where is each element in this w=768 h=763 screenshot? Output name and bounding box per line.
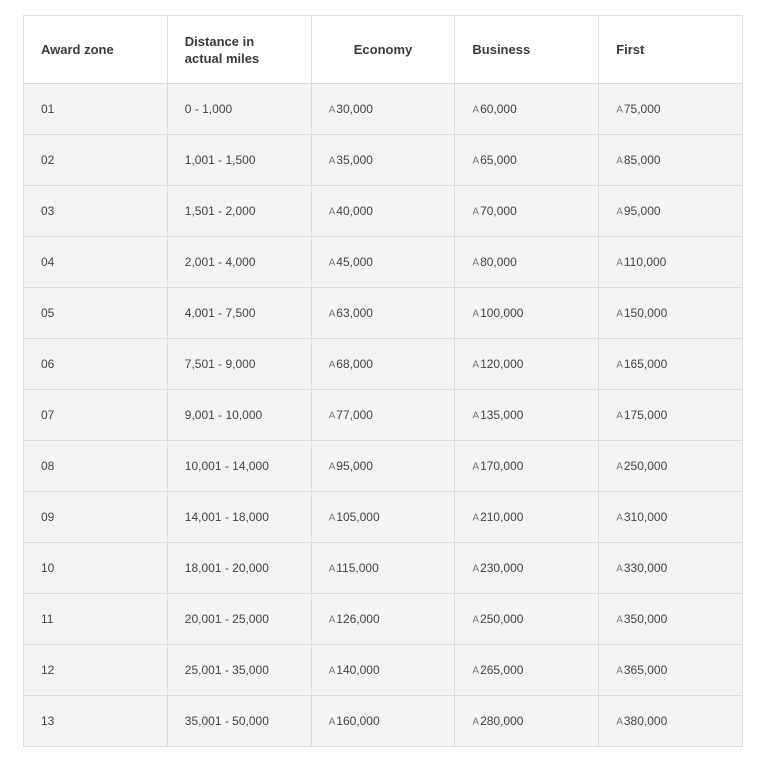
- cell-economy: [311, 288, 455, 339]
- cell-award-zone: 04: [24, 237, 168, 288]
- cell-business: [455, 288, 599, 339]
- avios-icon: A: [616, 206, 623, 218]
- cell-business-value: 265,000: [480, 663, 524, 677]
- cell-distance: 10,001 - 14,000: [167, 441, 311, 492]
- cell-business: [455, 492, 599, 543]
- avios-icon: A: [472, 359, 480, 371]
- cell-economy: [311, 186, 455, 237]
- cell-economy: [311, 543, 455, 594]
- avios-icon: A: [328, 614, 336, 626]
- avios-icon: A: [328, 206, 336, 218]
- cell-distance: 20,001 - 25,000: [167, 594, 311, 645]
- cell-first-value: 165,000: [623, 357, 668, 371]
- cell-business-value: 70,000: [480, 204, 517, 218]
- avios-icon: A: [616, 257, 623, 269]
- header-award-zone: Award zone: [24, 16, 168, 84]
- cell-business-value: 170,000: [480, 459, 524, 473]
- cell-business: [455, 237, 599, 288]
- cell-first: [599, 645, 743, 696]
- cell-first: [599, 696, 743, 747]
- header-distance-label: Distance in actual miles: [184, 33, 260, 66]
- cell-business-value: 135,000: [480, 408, 524, 422]
- avios-icon: A: [472, 716, 480, 728]
- cell-economy: [311, 237, 455, 288]
- cell-first-value: 75,000: [623, 102, 661, 116]
- cell-economy: [311, 84, 455, 135]
- table-row: [24, 543, 743, 594]
- avios-icon: A: [472, 665, 480, 677]
- cell-business: [455, 84, 599, 135]
- cell-award-zone: 03: [24, 186, 168, 237]
- cell-business-value: 280,000: [480, 714, 524, 728]
- cell-first-value: 330,000: [623, 561, 668, 575]
- avios-icon: A: [472, 104, 480, 116]
- cell-first-value: 110,000: [623, 255, 667, 269]
- cell-first-value: 95,000: [623, 204, 661, 218]
- avios-icon: A: [328, 461, 336, 473]
- cell-economy: [311, 645, 455, 696]
- cell-distance: 9,001 - 10,000: [167, 390, 311, 441]
- avios-icon: A: [616, 614, 623, 626]
- cell-award-zone: 09: [24, 492, 168, 543]
- cell-distance: 1,001 - 1,500: [167, 135, 311, 186]
- cell-award-zone: 06: [24, 339, 168, 390]
- cell-first-value: 380,000: [623, 714, 668, 728]
- avios-icon: A: [616, 104, 623, 116]
- cell-first: [599, 84, 743, 135]
- cell-economy: [311, 594, 455, 645]
- cell-distance: 7,501 - 9,000: [167, 339, 311, 390]
- avios-icon: A: [328, 155, 336, 167]
- cell-business: [455, 594, 599, 645]
- avios-icon: A: [472, 410, 480, 422]
- cell-business-value: 120,000: [480, 357, 524, 371]
- cell-economy: [311, 390, 455, 441]
- cell-business: [455, 543, 599, 594]
- cell-economy-value: 115,000: [336, 561, 379, 575]
- award-chart-table: [23, 15, 743, 747]
- cell-award-zone: 01: [24, 84, 168, 135]
- cell-business-value: 80,000: [480, 255, 517, 269]
- cell-economy: [311, 492, 455, 543]
- cell-award-zone: 07: [24, 390, 168, 441]
- avios-icon: A: [616, 308, 623, 320]
- cell-economy-value: 105,000: [336, 510, 380, 524]
- table-row: [24, 696, 743, 747]
- avios-icon: A: [472, 308, 480, 320]
- cell-economy-value: 160,000: [336, 714, 380, 728]
- table-row: [24, 84, 743, 135]
- cell-business: [455, 441, 599, 492]
- cell-first: [599, 135, 743, 186]
- table-row: [24, 339, 743, 390]
- cell-economy-value: 68,000: [336, 357, 373, 371]
- cell-distance: 18,001 - 20,000: [167, 543, 311, 594]
- avios-icon: A: [328, 410, 336, 422]
- header-business: Business: [455, 16, 599, 84]
- cell-first: [599, 237, 743, 288]
- cell-first: [599, 186, 743, 237]
- avios-icon: A: [328, 665, 336, 677]
- cell-business: [455, 135, 599, 186]
- cell-business: [455, 186, 599, 237]
- cell-first: [599, 543, 743, 594]
- table-header: [24, 16, 743, 84]
- header-economy: Economy: [311, 16, 455, 84]
- cell-distance: 1,501 - 2,000: [167, 186, 311, 237]
- avios-icon: A: [472, 461, 480, 473]
- avios-icon: A: [328, 563, 336, 575]
- cell-business: [455, 339, 599, 390]
- cell-economy-value: 140,000: [336, 663, 380, 677]
- table-row: [24, 594, 743, 645]
- cell-business-value: 100,000: [480, 306, 524, 320]
- avios-icon: A: [616, 155, 623, 167]
- cell-award-zone: 02: [24, 135, 168, 186]
- avios-icon: A: [616, 461, 623, 473]
- cell-first: [599, 492, 743, 543]
- cell-first: [599, 441, 743, 492]
- cell-economy-value: 63,000: [336, 306, 373, 320]
- cell-award-zone: 13: [24, 696, 168, 747]
- cell-first: [599, 594, 743, 645]
- cell-distance: 25,001 - 35,000: [167, 645, 311, 696]
- table-row: [24, 186, 743, 237]
- avios-icon: A: [472, 614, 480, 626]
- cell-economy-value: 45,000: [336, 255, 373, 269]
- avios-icon: A: [616, 512, 623, 524]
- avios-icon: A: [328, 716, 336, 728]
- cell-economy: [311, 135, 455, 186]
- avios-icon: A: [616, 359, 623, 371]
- avios-icon: A: [472, 563, 480, 575]
- cell-distance: 0 - 1,000: [167, 84, 311, 135]
- cell-business: [455, 390, 599, 441]
- cell-economy-value: 77,000: [336, 408, 373, 422]
- cell-first-value: 85,000: [623, 153, 661, 167]
- cell-award-zone: 05: [24, 288, 168, 339]
- avios-icon: A: [328, 308, 336, 320]
- cell-business-value: 60,000: [480, 102, 517, 116]
- cell-first-value: 150,000: [623, 306, 668, 320]
- cell-award-zone: 12: [24, 645, 168, 696]
- avios-icon: A: [328, 257, 336, 269]
- header-distance: [167, 16, 311, 84]
- table-row: [24, 390, 743, 441]
- table-body: [24, 84, 743, 747]
- avios-icon: A: [328, 104, 336, 116]
- cell-first-value: 175,000: [623, 408, 668, 422]
- avios-icon: A: [328, 359, 336, 371]
- cell-award-zone: 10: [24, 543, 168, 594]
- avios-icon: A: [328, 512, 336, 524]
- header-first: First: [599, 16, 743, 84]
- avios-icon: A: [616, 716, 623, 728]
- cell-first-value: 250,000: [623, 459, 668, 473]
- table-row: [24, 441, 743, 492]
- avios-icon: A: [616, 563, 623, 575]
- cell-distance: 2,001 - 4,000: [167, 237, 311, 288]
- table-row: [24, 237, 743, 288]
- cell-economy-value: 35,000: [336, 153, 373, 167]
- header-row: [24, 16, 743, 84]
- cell-distance: 4,001 - 7,500: [167, 288, 311, 339]
- cell-business-value: 65,000: [480, 153, 517, 167]
- table-row: [24, 288, 743, 339]
- cell-first-value: 310,000: [623, 510, 668, 524]
- cell-distance: 14,001 - 18,000: [167, 492, 311, 543]
- cell-business-value: 230,000: [480, 561, 524, 575]
- avios-icon: A: [472, 155, 480, 167]
- cell-first: [599, 288, 743, 339]
- table-row: [24, 135, 743, 186]
- cell-first: [599, 390, 743, 441]
- table-row: [24, 492, 743, 543]
- avios-icon: A: [472, 257, 480, 269]
- avios-icon: A: [472, 206, 480, 218]
- cell-economy: [311, 696, 455, 747]
- avios-icon: A: [472, 512, 480, 524]
- avios-icon: A: [616, 665, 623, 677]
- cell-economy-value: 40,000: [336, 204, 373, 218]
- cell-business: [455, 645, 599, 696]
- cell-award-zone: 08: [24, 441, 168, 492]
- cell-economy-value: 126,000: [336, 612, 380, 626]
- cell-first-value: 350,000: [623, 612, 668, 626]
- cell-business: [455, 696, 599, 747]
- cell-first-value: 365,000: [623, 663, 668, 677]
- cell-distance: 35,001 - 50,000: [167, 696, 311, 747]
- award-chart-table-container: [23, 15, 742, 747]
- cell-economy: [311, 441, 455, 492]
- cell-business-value: 210,000: [480, 510, 524, 524]
- avios-icon: A: [616, 410, 623, 422]
- cell-award-zone: 11: [24, 594, 168, 645]
- cell-economy-value: 30,000: [336, 102, 373, 116]
- table-row: [24, 645, 743, 696]
- cell-first: [599, 339, 743, 390]
- cell-economy: [311, 339, 455, 390]
- cell-economy-value: 95,000: [336, 459, 373, 473]
- cell-business-value: 250,000: [480, 612, 524, 626]
